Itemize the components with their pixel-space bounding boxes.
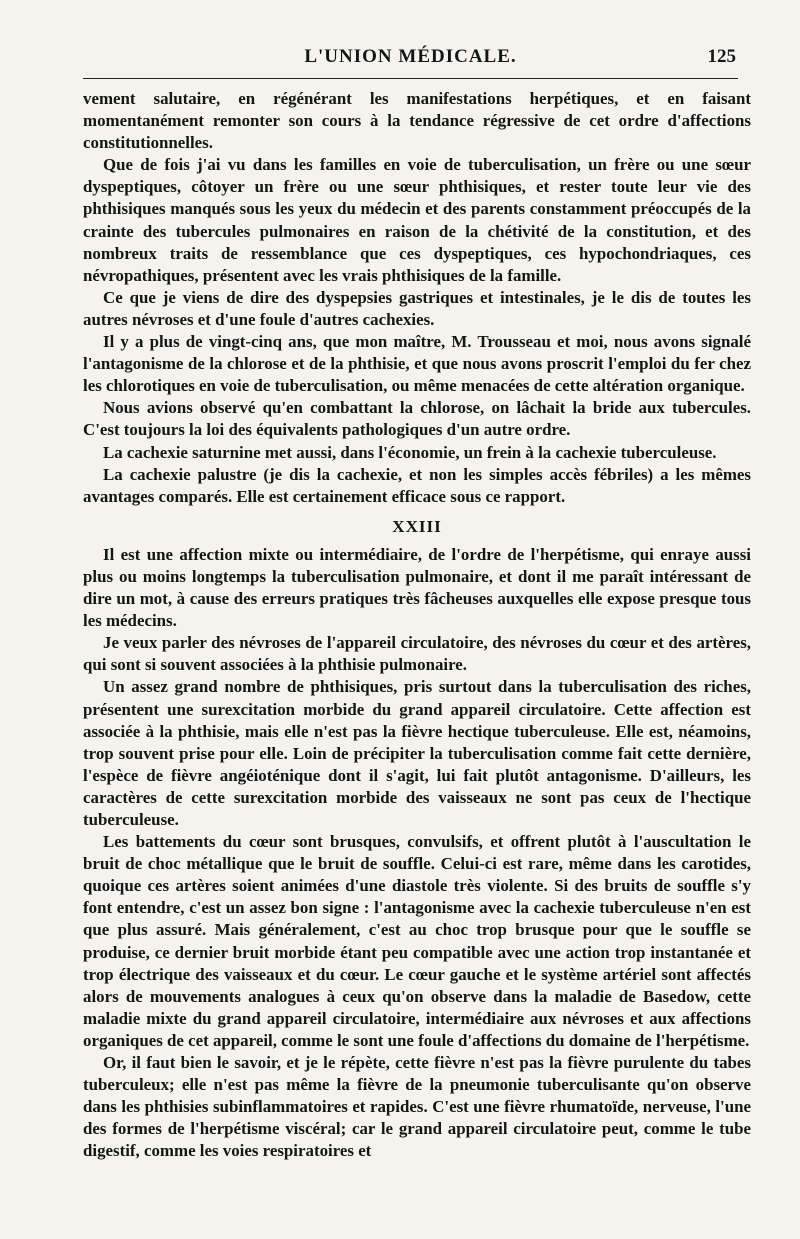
body-text bbox=[83, 88, 751, 1163]
paragraph: La cachexie saturnine met aussi, dans l'économie, un frein à la cachexie tuberculeuse. bbox=[103, 442, 717, 462]
paragraph: Ce que je viens de dire des dyspepsies gastriques et intestinales, je le dis de toutes les autres névroses et d'une foule d'autres cachexies. bbox=[83, 287, 751, 329]
section-heading: XXIII bbox=[392, 516, 442, 536]
paragraphs-after-section bbox=[83, 544, 751, 1163]
page-number: 125 bbox=[707, 46, 736, 67]
paragraph: Nous avions observé qu'en combattant la chlorose, on lâchait la bride aux tubercules. C'est toujours la loi des équivalents pathologiques d'un autre ordre. bbox=[83, 398, 751, 440]
page-header bbox=[83, 42, 738, 76]
paragraph: Il y a plus de vingt-cinq ans, que mon maître, M. Trousseau et moi, nous avons signalé l'antagonisme de la chlorose et de la phthisie, et que nous avons proscrit l'emploi du fer chez les chlorotiques en voie de tuberculisation, ou même menacées de cette altération organique. bbox=[83, 332, 751, 396]
paragraph: Que de fois j'ai vu dans les familles en voie de tuberculisation, un frère ou une sœur dyspeptiques, côtoyer un frère ou une sœur phthisiques, et rester toute leur vie des phthisiques manqués sous les yeux du médecin et des parents constamment préoccupés de la crainte des tubercules pulmonaires en raison de la chétivité de la constitution, et des nombreux traits de ressemblance que ces dyspeptiques, ces hypochondriaques, ces névropathiques, présentent avec les vrais phthisiques de la famille. bbox=[83, 155, 751, 285]
paragraph: Or, il faut bien le savoir, et je le répète, cette fièvre n'est pas la fièvre purulente du tabes tuberculeux; elle n'est pas même la fièvre de la pneumonie tuberculisante qu'on observe dans les phthisies subinflammatoires et rapides. C'est une fièvre rhumatoïde, nerveuse, l'une des formes de l'herpétisme viscéral; car le grand appareil circulatoire peut, comme le tube digestif, comme les voies respiratoires et bbox=[83, 1053, 751, 1161]
paragraph: Les battements du cœur sont brusques, convulsifs, et offrent plutôt à l'auscultation le bruit de choc métallique que le bruit de souffle. Celui-ci est rare, même dans les carotides, quoique ces artères soient animées d'une diastole très violente. Si des bruits de souffle s'y font entendre, c'est un assez bon signe : l'antagonisme avec la cachexie tuberculeuse n'en est que plus assuré. Mais généralement, c'est au choc trop brusque pour que le souffle se produise, ce dernier bruit morbide étant peu compatible avec une action trop instantanée et trop électrique des vaisseaux et du cœur. Le cœur gauche et le système artériel sont affectés alors de mouvements analogues à ceux qu'on observe dans la maladie de Basedow, cette maladie mixte du grand appareil circulatoire, intermédiaire aux névroses et aux affections organiques de cet appareil, comme le sont une foule d'affections du domaine de l'herpétisme. bbox=[83, 832, 751, 1050]
paragraphs-before-section bbox=[83, 88, 751, 508]
paragraph: vement salutaire, en régénérant les manifestations herpétiques, et en faisant momentanément remonter son cours à la tendance régressive de cet ordre d'affections constitutionnelles. bbox=[83, 89, 751, 153]
paragraph: Il est une affection mixte ou intermédiaire, de l'ordre de l'herpétisme, qui enraye aussi plus ou moins longtemps la tuberculisation pulmonaire, et dont il me paraît intéressant de dire un mot, à cause des erreurs pratiques très fâcheuses auxquelles elle expose presque tous les médecins. bbox=[83, 544, 751, 631]
paragraph: Un assez grand nombre de phthisiques, pris surtout dans la tuberculisation des riches, présentent une surexcitation morbide du grand appareil circulatoire. Cette affection est associée à la phthisie, mais elle n'est pas la fièvre hectique tuberculeuse. Elle est, néamoins, trop souvent prise pour elle. Loin de précipiter la tuberculisation comme fait cette dernière, l'espèce de fièvre angéioténique dont il s'agit, lui fait plutôt antagonisme. D'ailleurs, les caractères de cette surexcitation morbide des vaisseaux ne sont pas ceux de l'hectique tuberculeuse. bbox=[83, 677, 751, 829]
paragraph: La cachexie palustre (je dis la cachexie, et non les simples accès fébriles) a les mêmes avantages comparés. Elle est certainement efficace sous ce rapport. bbox=[83, 464, 751, 506]
header-rule bbox=[83, 78, 738, 79]
paragraph: Je veux parler des névroses de l'appareil circulatoire, des névroses du cœur et des artères, qui sont si souvent associées à la phthisie pulmonaire. bbox=[83, 633, 751, 675]
running-title: L'UNION MÉDICALE. bbox=[304, 46, 517, 67]
